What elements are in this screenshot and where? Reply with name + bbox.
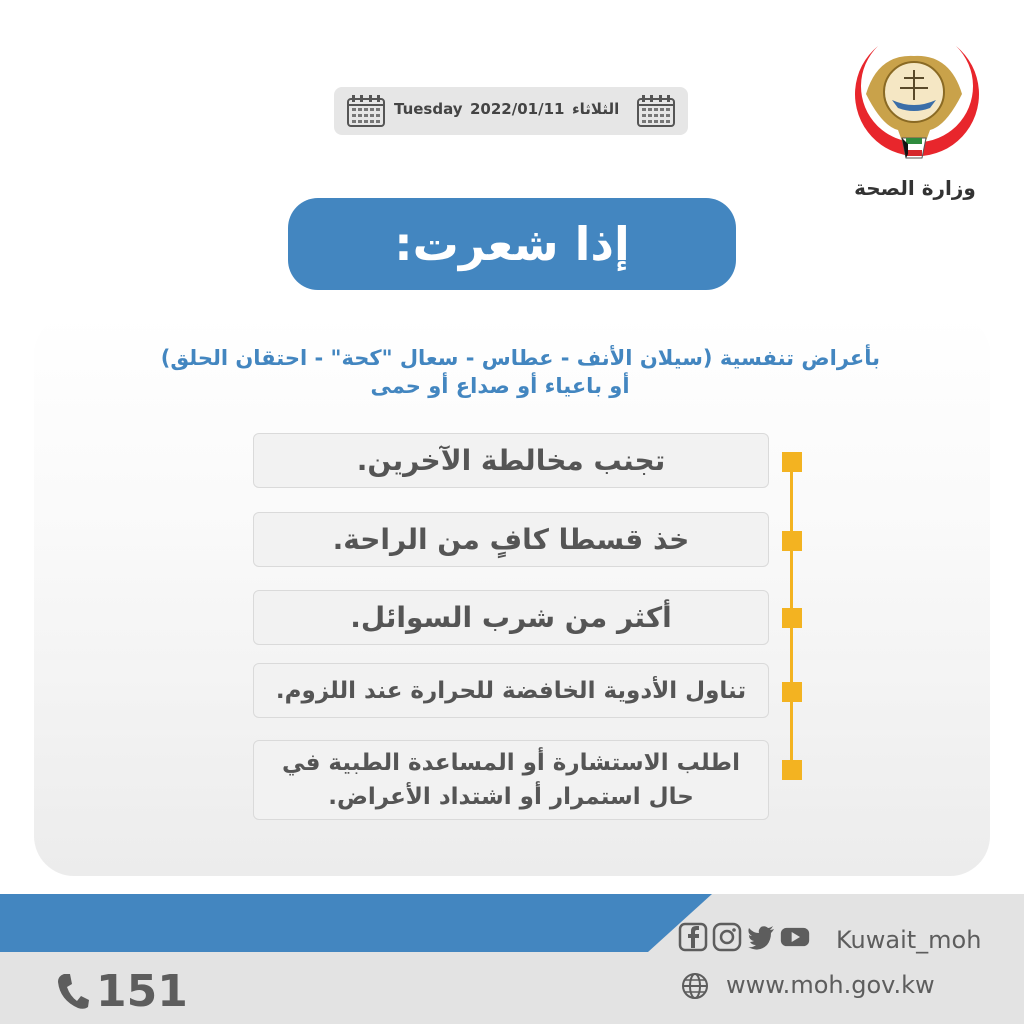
twitter-icon[interactable] xyxy=(746,922,776,952)
phone-icon xyxy=(56,972,90,1010)
tip-text-line-1: اطلب الاستشارة أو المساعدة الطبية في xyxy=(282,750,740,776)
intro-line-2: أو باعياء أو صداع أو حمى xyxy=(370,374,630,398)
hotline-number: 151 xyxy=(96,966,188,1017)
globe-icon xyxy=(680,971,710,1001)
tip-text: تجنب مخالطة الآخرين. xyxy=(356,444,666,477)
ministry-name: وزارة الصحة xyxy=(854,176,976,200)
intro-line-1: بأعراض تنفسية (سيلان الأنف - عطاس - سعال "كحة" - احتقان الحلق) xyxy=(160,346,880,370)
tip-text: تناول الأدوية الخافضة للحرارة عند اللزوم. xyxy=(275,677,747,704)
facebook-icon[interactable] xyxy=(678,922,708,952)
website-link[interactable]: www.moh.gov.kw xyxy=(726,971,935,999)
tip-text: أكثر من شرب السوائل. xyxy=(350,601,672,634)
social-icons xyxy=(678,922,810,952)
instagram-icon[interactable] xyxy=(712,922,742,952)
day-arabic: الثلاثاء xyxy=(572,100,620,118)
headline: إذا شعرت: xyxy=(288,198,736,290)
date-value: 2022/01/11 xyxy=(470,100,565,118)
social-handle[interactable]: Kuwait_moh xyxy=(836,926,982,954)
day-english: Tuesday xyxy=(394,100,463,118)
youtube-icon[interactable] xyxy=(780,922,810,952)
tip-text-line-2: حال استمرار أو اشتداد الأعراض. xyxy=(328,784,694,810)
tip-text: خذ قسطا كافٍ من الراحة. xyxy=(332,523,690,556)
